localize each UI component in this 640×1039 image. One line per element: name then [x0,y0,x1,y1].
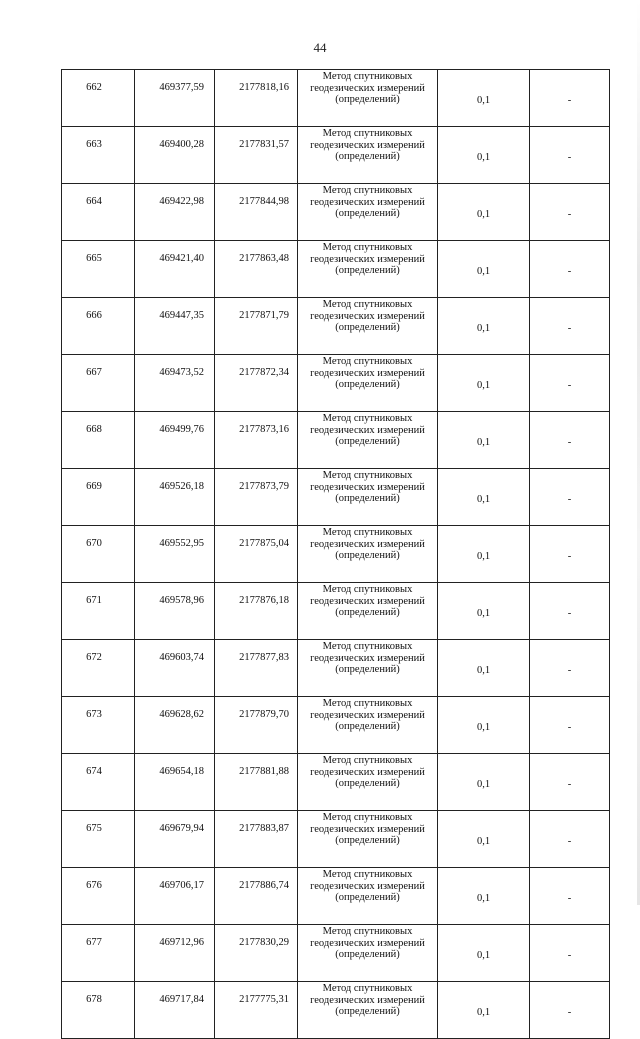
point-number-cell: 678 [62,982,135,1039]
method-cell [298,868,438,925]
method-line: геодезических измерений [310,481,425,493]
method-line: (определений) [335,1006,400,1017]
method-line: Метод спутниковых [322,242,413,253]
x-coordinate-cell: 469552,95 [135,526,215,583]
note-cell: - [530,184,610,241]
point-number-cell: 669 [62,469,135,526]
method-line: (определений) [335,322,400,333]
method-cell [298,583,438,640]
y-coordinate-cell: 2177818,16 [215,70,298,127]
table-row [62,868,610,925]
method-line: геодезических измерений [310,139,425,151]
method-line: Метод спутниковых [322,356,413,367]
x-coordinate-cell: 469706,17 [135,868,215,925]
method-cell [298,127,438,184]
x-coordinate-cell: 469421,40 [135,241,215,298]
accuracy-cell: 0,1 [438,184,530,241]
method-line: геодезических измерений [310,766,425,778]
x-coordinate-cell: 469447,35 [135,298,215,355]
y-coordinate-cell: 2177863,48 [215,241,298,298]
note-cell: - [530,640,610,697]
table-row [62,754,610,811]
accuracy-cell: 0,1 [438,583,530,640]
method-line: (определений) [335,151,400,162]
table-row [62,241,610,298]
method-cell [298,298,438,355]
method-line: (определений) [335,835,400,846]
accuracy-cell: 0,1 [438,355,530,412]
method-cell [298,640,438,697]
note-cell: - [530,241,610,298]
method-line: (определений) [335,778,400,789]
method-cell [298,982,438,1039]
method-line: геодезических измерений [310,652,425,664]
coordinates-table [61,69,610,1039]
method-line: геодезических измерений [310,994,425,1006]
method-line: Метод спутниковых [322,926,413,937]
accuracy-cell: 0,1 [438,412,530,469]
method-line: Метод спутниковых [322,584,413,595]
method-line: геодезических измерений [310,709,425,721]
method-cell [298,697,438,754]
y-coordinate-cell: 2177872,34 [215,355,298,412]
method-cell [298,754,438,811]
x-coordinate-cell: 469712,96 [135,925,215,982]
method-cell [298,811,438,868]
note-cell: - [530,697,610,754]
method-line: (определений) [335,208,400,219]
method-line: Метод спутниковых [322,641,413,652]
method-line: геодезических измерений [310,253,425,265]
table-row [62,298,610,355]
method-line: Метод спутниковых [322,470,413,481]
method-line: (определений) [335,664,400,675]
note-cell: - [530,811,610,868]
point-number-cell: 670 [62,526,135,583]
method-cell [298,70,438,127]
accuracy-cell: 0,1 [438,754,530,811]
table-row [62,412,610,469]
y-coordinate-cell: 2177873,79 [215,469,298,526]
table-row [62,469,610,526]
table-row [62,640,610,697]
accuracy-cell: 0,1 [438,640,530,697]
point-number-cell: 667 [62,355,135,412]
method-line: (определений) [335,436,400,447]
accuracy-cell: 0,1 [438,811,530,868]
method-line: геодезических измерений [310,880,425,892]
accuracy-cell: 0,1 [438,241,530,298]
x-coordinate-cell: 469526,18 [135,469,215,526]
y-coordinate-cell: 2177873,16 [215,412,298,469]
x-coordinate-cell: 469603,74 [135,640,215,697]
method-line: Метод спутниковых [322,71,413,82]
accuracy-cell: 0,1 [438,925,530,982]
point-number-cell: 668 [62,412,135,469]
method-line: геодезических измерений [310,310,425,322]
x-coordinate-cell: 469499,76 [135,412,215,469]
method-line: Метод спутниковых [322,755,413,766]
y-coordinate-cell: 2177876,18 [215,583,298,640]
accuracy-cell: 0,1 [438,298,530,355]
method-line: (определений) [335,493,400,504]
y-coordinate-cell: 2177830,29 [215,925,298,982]
x-coordinate-cell: 469679,94 [135,811,215,868]
table-row [62,982,610,1039]
table-row [62,184,610,241]
y-coordinate-cell: 2177883,87 [215,811,298,868]
note-cell: - [530,982,610,1039]
method-line: (определений) [335,265,400,276]
method-cell [298,184,438,241]
accuracy-cell: 0,1 [438,697,530,754]
y-coordinate-cell: 2177875,04 [215,526,298,583]
accuracy-cell: 0,1 [438,868,530,925]
x-coordinate-cell: 469473,52 [135,355,215,412]
accuracy-cell: 0,1 [438,469,530,526]
y-coordinate-cell: 2177844,98 [215,184,298,241]
y-coordinate-cell: 2177775,31 [215,982,298,1039]
y-coordinate-cell: 2177871,79 [215,298,298,355]
x-coordinate-cell: 469422,98 [135,184,215,241]
point-number-cell: 675 [62,811,135,868]
y-coordinate-cell: 2177881,88 [215,754,298,811]
method-cell [298,412,438,469]
y-coordinate-cell: 2177886,74 [215,868,298,925]
method-line: Метод спутниковых [322,527,413,538]
method-line: геодезических измерений [310,823,425,835]
accuracy-cell: 0,1 [438,982,530,1039]
method-line: (определений) [335,550,400,561]
accuracy-cell: 0,1 [438,70,530,127]
y-coordinate-cell: 2177831,57 [215,127,298,184]
method-line: геодезических измерений [310,196,425,208]
note-cell: - [530,355,610,412]
table-row [62,925,610,982]
point-number-cell: 677 [62,925,135,982]
method-line: Метод спутниковых [322,413,413,424]
method-cell [298,469,438,526]
method-line: (определений) [335,721,400,732]
method-line: Метод спутниковых [322,869,413,880]
method-cell [298,355,438,412]
method-line: геодезических измерений [310,595,425,607]
method-line: (определений) [335,892,400,903]
method-line: геодезических измерений [310,367,425,379]
x-coordinate-cell: 469654,18 [135,754,215,811]
method-line: (определений) [335,949,400,960]
method-line: (определений) [335,379,400,390]
note-cell: - [530,526,610,583]
page-number: 44 [313,40,327,55]
method-line: (определений) [335,94,400,105]
method-cell [298,925,438,982]
point-number-cell: 673 [62,697,135,754]
y-coordinate-cell: 2177877,83 [215,640,298,697]
x-coordinate-cell: 469400,28 [135,127,215,184]
point-number-cell: 664 [62,184,135,241]
method-cell [298,526,438,583]
method-line: Метод спутниковых [322,983,413,994]
point-number-cell: 671 [62,583,135,640]
table-row [62,526,610,583]
x-coordinate-cell: 469578,96 [135,583,215,640]
note-cell: - [530,925,610,982]
method-line: Метод спутниковых [322,812,413,823]
method-line: Метод спутниковых [322,698,413,709]
method-line: (определений) [335,607,400,618]
method-line: Метод спутниковых [322,299,413,310]
point-number-cell: 676 [62,868,135,925]
coordinates-table-body [62,70,610,1039]
note-cell: - [530,412,610,469]
point-number-cell: 674 [62,754,135,811]
table-row [62,811,610,868]
point-number-cell: 666 [62,298,135,355]
note-cell: - [530,469,610,526]
accuracy-cell: 0,1 [438,526,530,583]
note-cell: - [530,70,610,127]
x-coordinate-cell: 469377,59 [135,70,215,127]
note-cell: - [530,583,610,640]
table-row [62,355,610,412]
accuracy-cell: 0,1 [438,127,530,184]
method-line: геодезических измерений [310,538,425,550]
method-line: геодезических измерений [310,424,425,436]
note-cell: - [530,127,610,184]
method-line: геодезических измерений [310,937,425,949]
point-number-cell: 663 [62,127,135,184]
table-row [62,70,610,127]
x-coordinate-cell: 469717,84 [135,982,215,1039]
y-coordinate-cell: 2177879,70 [215,697,298,754]
note-cell: - [530,868,610,925]
point-number-cell: 665 [62,241,135,298]
method-line: Метод спутниковых [322,128,413,139]
table-row [62,127,610,184]
point-number-cell: 672 [62,640,135,697]
x-coordinate-cell: 469628,62 [135,697,215,754]
method-cell [298,241,438,298]
note-cell: - [530,298,610,355]
point-number-cell: 662 [62,70,135,127]
note-cell: - [530,754,610,811]
table-row [62,583,610,640]
table-row [62,697,610,754]
method-line: геодезических измерений [310,82,425,94]
method-line: Метод спутниковых [322,185,413,196]
